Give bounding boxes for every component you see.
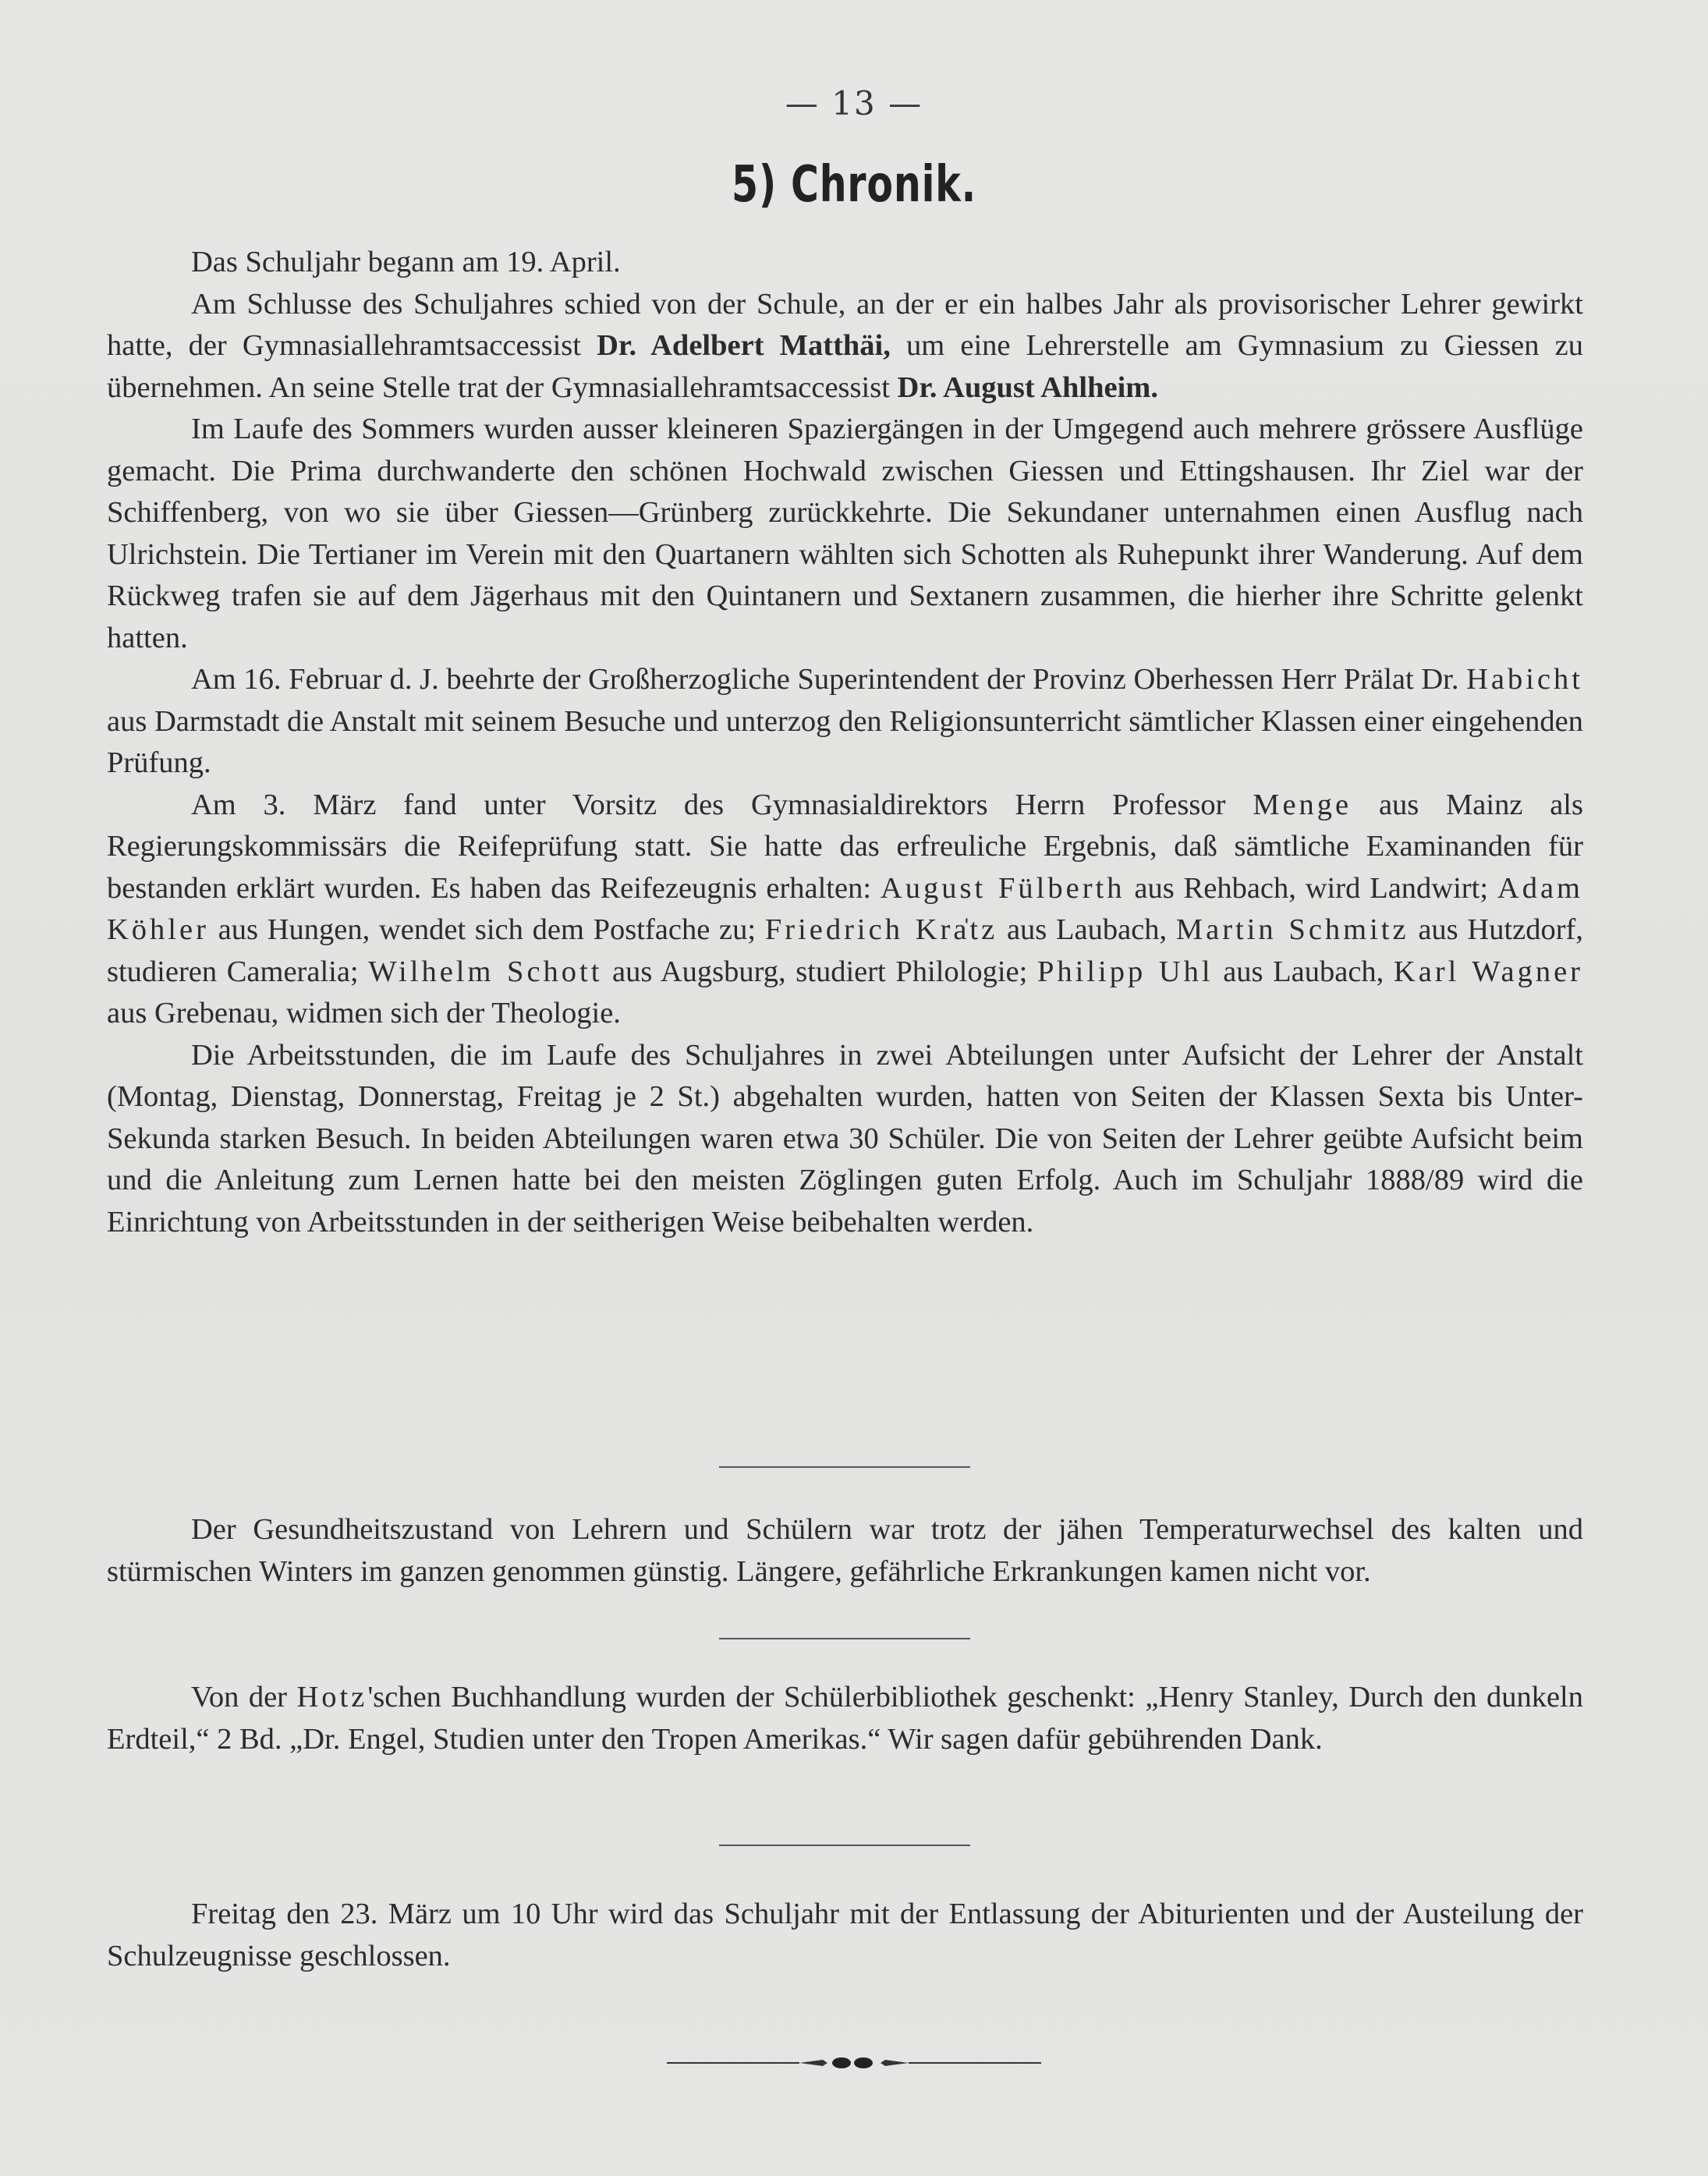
text-run: aus Mainz als Regierungskommissärs die Reifeprüfung statt. Sie hatte das erfreuliche Ergebnis, daß sämtliche Examinanden für bestanden erklärt wurden. Es haben das Reifezeugnis erhalten: xyxy=(107,788,1583,905)
person-name: Menge xyxy=(1253,788,1352,821)
section-title: 5) Chronik. xyxy=(731,156,977,214)
paragraph-donation xyxy=(107,1677,1583,1760)
paragraph-health: Der Gesundheitszustand von Lehrern und Schülern war trotz der jähen Temperaturwechsel des kalten und stürmischen Winters im ganzen genommen günstig. Längere, gefährliche Erkrankungen kamen nicht vor. xyxy=(107,1513,1583,1588)
text-run: Am 16. Februar d. J. beehrte der Großherzogliche Superintendent der Provinz Oberhessen Herr Prälat Dr. xyxy=(191,663,1467,696)
person-name: Martin Schmitz xyxy=(1175,913,1409,946)
donation-section xyxy=(107,1677,1583,1760)
section-divider xyxy=(719,1638,970,1639)
section-divider xyxy=(719,1466,970,1468)
publisher-name: Hotz xyxy=(296,1681,368,1714)
person-name: August Fülberth xyxy=(880,871,1125,905)
text-run: aus Laubach, xyxy=(998,913,1176,946)
text-run: Am 3. März fand unter Vorsitz des Gymnasialdirektors Herrn Professor xyxy=(191,788,1253,821)
person-name: Karl Wagner xyxy=(1393,955,1584,988)
closing-section xyxy=(107,1894,1583,1977)
text-run: aus Grebenau, widmen sich der Theologie. xyxy=(107,997,621,1030)
text-run: um eine Lehrerstelle am Gymnasium zu Giessen zu übernehmen. An seine Stelle trat der Gymnasiallehramtsaccessist xyxy=(107,329,1584,404)
end-ornament-icon xyxy=(667,2051,1041,2075)
person-name: Wilhelm Schott xyxy=(368,955,603,988)
person-name: Friedrich Kra̍tz xyxy=(764,913,998,946)
chronicle-section xyxy=(107,242,1583,1243)
paragraph-school-start: Das Schuljahr begann am 19. April. xyxy=(191,246,621,278)
section-divider xyxy=(719,1845,970,1846)
text-run: aus Augsburg, studiert Philologie; xyxy=(602,955,1037,988)
paragraph-teacher-change xyxy=(107,284,1583,409)
paragraph-final-exam xyxy=(107,785,1583,1035)
text-run: aus Darmstadt die Anstalt mit seinem Besuche und unterzog den Religionsunterricht sämtlicher Klassen einer eingehenden Prüfung. xyxy=(107,704,1583,779)
text-run: Von der xyxy=(191,1681,297,1714)
paragraph-closing: Freitag den 23. März um 10 Uhr wird das Schuljahr mit der Entlassung der Abiturienten und der Austeilung der Schulzeugnisse geschlossen. xyxy=(107,1898,1583,1972)
text-run: 'schen Buchhandlung wurden der Schülerbibliothek geschenkt: „Henry Stanley, Durch den dunkeln Erdteil,“ 2 Bd. „Dr. Engel, Studien unter den Tropen Amerikas.“ Wir sagen dafür gebührenden Dank. xyxy=(107,1681,1583,1756)
text-run: aus Rehbach, wird Landwirt; xyxy=(1125,871,1497,905)
person-name: Dr. Adelbert Matthäi, xyxy=(597,329,891,362)
text-run: aus Hutzdorf, studieren Cameralia; xyxy=(107,913,1583,988)
paragraph-excursions: Im Laufe des Sommers wurden ausser kleineren Spaziergängen in der Umgegend auch mehrere grössere Ausflüge gemacht. Die Prima durchwanderte den schönen Hochwald zwischen Giessen und Ettingshausen. Ihr Ziel war der Schiffenberg, von wo sie über Giessen—Grünberg zurückkehrte. Die Sekundaner unternahmen einen Ausflug nach Ulrichstein. Die Tertianer im Verein mit den Quartanern wählten sich Schotten als Ruhepunkt ihrer Wanderung. Auf dem Rückweg trafen sie auf dem Jägerhaus mit den Quintanern und Sextanern zusammen, die hierher ihre Schritte gelenkt hatten. xyxy=(107,413,1583,654)
paragraph-study-hours: Die Arbeitsstunden, die im Laufe des Schuljahres in zwei Abteilungen unter Aufsicht der Lehrer der Anstalt (Montag, Dienstag, Donnerstag, Freitag je 2 St.) abgehalten wurden, hatten von Seiten der Klassen Sexta bis Unter-Sekunda starken Besuch. In beiden Abteilungen waren etwa 30 Schüler. Die von Seiten der Lehrer geübte Aufsicht beim und die Anleitung zum Lernen hatte bei den meisten Zöglingen guten Erfolg. Auch im Schuljahr 1888/89 wird die Einrichtung von Arbeitsstunden in der seitherigen Weise beibehalten werden. xyxy=(107,1038,1583,1239)
person-name: Adam Köhler xyxy=(107,871,1583,946)
text-run: aus Hungen, wendet sich dem Postfache zu; xyxy=(208,913,765,946)
text-run: Am Schlusse des Schuljahres schied von der Schule, an der er ein halbes Jahr als provisorischer Lehrer gewirkt hatte, der Gymnasiallehramtsaccessist xyxy=(107,287,1583,362)
health-section xyxy=(107,1509,1583,1593)
paragraph-inspection xyxy=(107,659,1583,785)
page-number: — 13 — xyxy=(785,84,923,122)
person-name: Dr. August Ahlheim. xyxy=(897,370,1158,404)
person-name: Habicht xyxy=(1466,663,1583,696)
text-run: aus Laubach, xyxy=(1213,955,1394,988)
person-name: Philipp Uhl xyxy=(1036,955,1214,988)
